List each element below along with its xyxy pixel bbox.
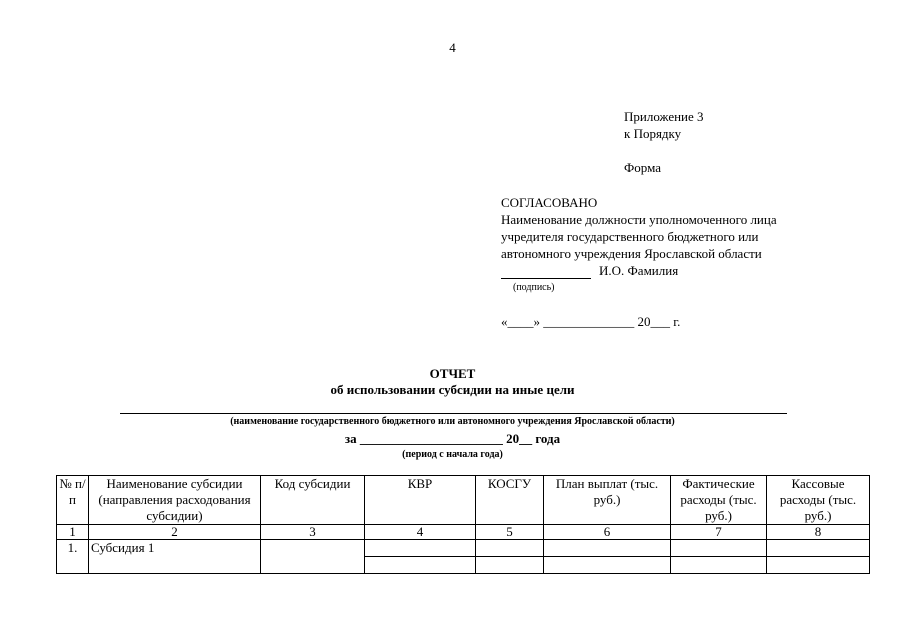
row-actual-cell[interactable] — [671, 540, 767, 557]
column-number: 5 — [476, 525, 544, 540]
institution-caption: (наименование государственного бюджетного или автономного учреждения Ярославской области) — [230, 416, 675, 427]
column-number: 2 — [89, 525, 261, 540]
column-number: 4 — [365, 525, 476, 540]
row-subsidy-code-cell[interactable] — [261, 540, 365, 574]
report-title: ОТЧЕТ — [429, 366, 476, 381]
approval-position-line: автономного учреждения Ярославской области — [501, 246, 762, 261]
column-number-row — [57, 525, 870, 540]
row-subsidy-name: Субсидия 1 — [89, 540, 261, 574]
report-table — [56, 475, 870, 574]
period-caption: (период с начала года) — [402, 449, 503, 460]
row-planned-cell[interactable] — [544, 540, 671, 557]
table-row — [57, 540, 870, 557]
row-actual-cell[interactable] — [671, 557, 767, 574]
appendix-reference — [624, 108, 704, 142]
row-planned-cell[interactable] — [544, 557, 671, 574]
approval-date-field[interactable]: «____» ______________ 20___ г. — [501, 314, 681, 329]
signature-row — [501, 262, 777, 279]
column-number: 1 — [57, 525, 89, 540]
signer-name: И.О. Фамилия — [599, 263, 679, 278]
approval-block — [501, 194, 777, 279]
header-subsidy-name: Наименование субсидии (направления расходования субсидии) — [89, 476, 261, 525]
column-number: 8 — [767, 525, 870, 540]
column-number: 7 — [671, 525, 767, 540]
header-planned-payments: План выплат (тыс. руб.) — [544, 476, 671, 525]
appendix-line: Приложение 3 — [624, 109, 704, 124]
institution-name-field[interactable] — [120, 413, 787, 414]
header-kosgu: КОСГУ — [476, 476, 544, 525]
header-kvr: КВР — [365, 476, 476, 525]
approval-title: СОГЛАСОВАНО — [501, 195, 598, 210]
appendix-line: к Порядку — [624, 126, 682, 141]
column-number: 3 — [261, 525, 365, 540]
signature-field[interactable] — [501, 266, 591, 279]
row-kosgu-cell[interactable] — [476, 557, 544, 574]
form-label: Форма — [624, 160, 661, 175]
header-cash-expenses: Кассовые расходы (тыс. руб.) — [767, 476, 870, 525]
approval-position-line: Наименование должности уполномоченного лица — [501, 212, 777, 227]
column-number: 6 — [544, 525, 671, 540]
header-actual-expenses: Фактические расходы (тыс. руб.) — [671, 476, 767, 525]
row-cash-cell[interactable] — [767, 540, 870, 557]
row-kvr-cell[interactable] — [365, 540, 476, 557]
row-kosgu-cell[interactable] — [476, 540, 544, 557]
report-period-field[interactable]: за ______________________ 20__ года — [344, 431, 561, 446]
report-subtitle: об использовании субсидии на иные цели — [330, 382, 575, 397]
table-header-row — [57, 476, 870, 525]
signature-caption: (подпись) — [513, 282, 555, 293]
row-cash-cell[interactable] — [767, 557, 870, 574]
row-number: 1. — [57, 540, 89, 574]
approval-position-line: учредителя государственного бюджетного или — [501, 229, 759, 244]
page-number: 4 — [449, 40, 456, 55]
header-number: № п/п — [57, 476, 89, 525]
header-subsidy-code: Код субсидии — [261, 476, 365, 525]
row-kvr-cell[interactable] — [365, 557, 476, 574]
